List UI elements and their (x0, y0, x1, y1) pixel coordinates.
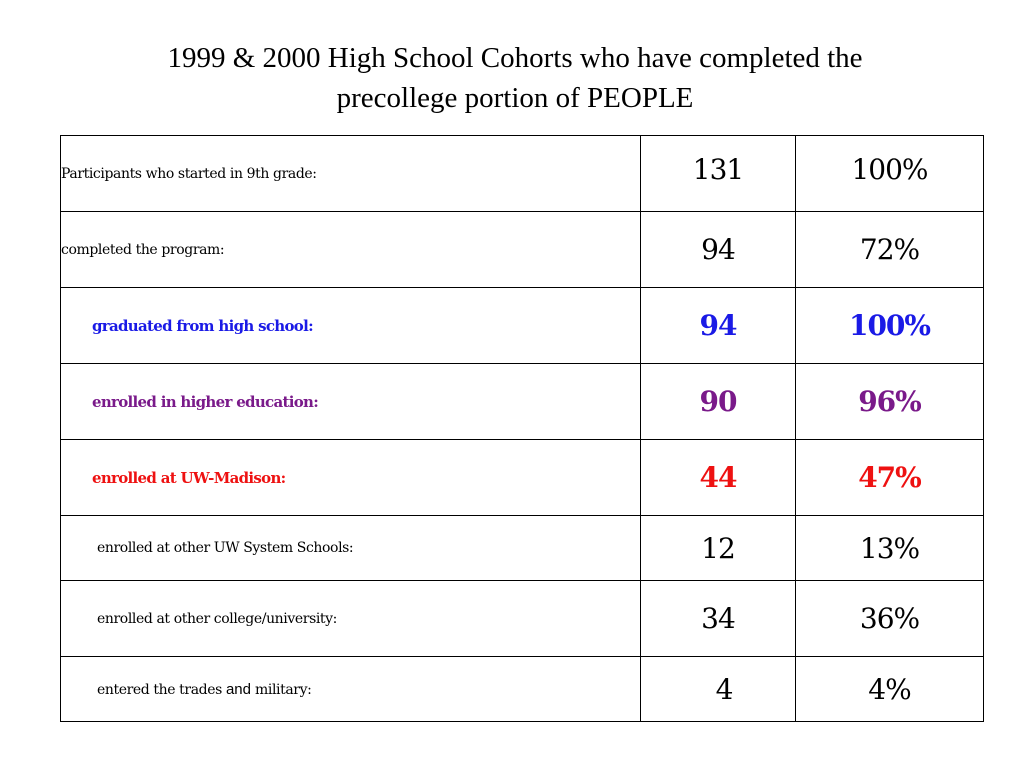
row-percent: 100% (796, 136, 984, 212)
row-label: completed the program: (61, 212, 641, 288)
row-count: 131 (641, 136, 796, 212)
row-label-part: entered the trades (97, 681, 226, 698)
title-line-2: precollege portion of PEOPLE (336, 82, 694, 114)
row-label-part: and (225, 680, 251, 698)
row-count: 44 (641, 440, 796, 516)
row-percent: 47% (796, 440, 984, 516)
row-percent: 36% (796, 581, 984, 657)
table-row (61, 516, 984, 581)
row-label: enrolled at other UW System Schools: (61, 516, 641, 581)
row-count: 4 (641, 657, 796, 722)
table-row (61, 136, 984, 212)
table-row (61, 657, 984, 722)
row-percent: 100% (796, 288, 984, 364)
page-title (0, 38, 1024, 118)
table-row (61, 288, 984, 364)
row-label: enrolled at UW-Madison: (61, 440, 641, 516)
table-row (61, 364, 984, 440)
row-label: enrolled in higher education: (61, 364, 641, 440)
row-count: 94 (641, 288, 796, 364)
table-row (61, 212, 984, 288)
table-row (61, 581, 984, 657)
row-label: Participants who started in 9th grade: (61, 136, 641, 212)
row-count: 12 (641, 516, 796, 581)
row-percent: 13% (796, 516, 984, 581)
row-label: graduated from high school: (61, 288, 641, 364)
row-label (61, 657, 641, 722)
row-count: 34 (641, 581, 796, 657)
row-label: enrolled at other college/university: (61, 581, 641, 657)
row-label-part: military: (250, 681, 312, 698)
title-line-1: 1999 & 2000 High School Cohorts who have completed the (167, 42, 863, 74)
row-percent: 4% (796, 657, 984, 722)
cohort-table (60, 135, 984, 722)
row-percent: 96% (796, 364, 984, 440)
row-count: 94 (641, 212, 796, 288)
row-percent: 72% (796, 212, 984, 288)
table-row (61, 440, 984, 516)
row-count: 90 (641, 364, 796, 440)
